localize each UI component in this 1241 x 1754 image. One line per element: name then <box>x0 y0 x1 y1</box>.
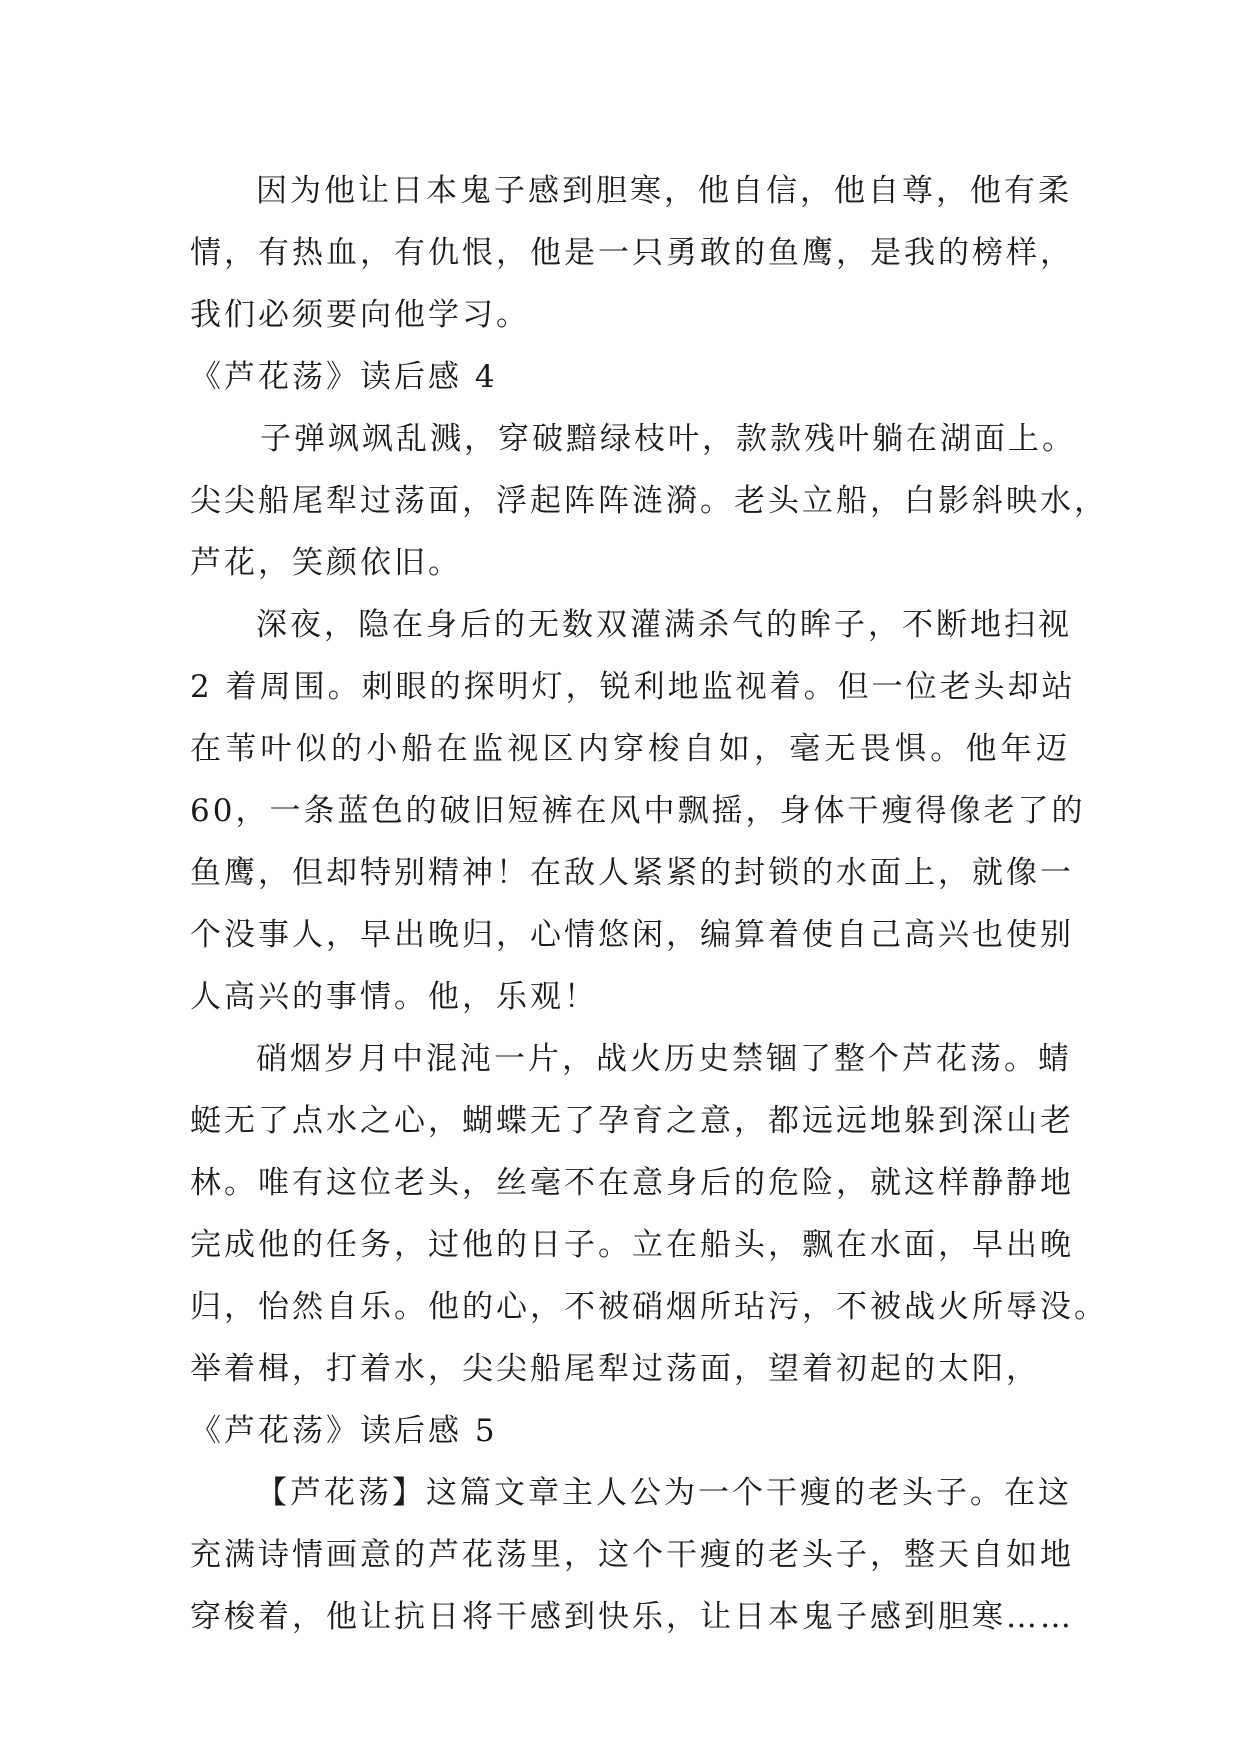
paragraph-line: 2 着周围。刺眼的探明灯，锐利地监视着。但一位老头却站 <box>190 669 1076 705</box>
paragraph-line: 举着楫，打着水，尖尖船尾犁过荡面，望着初起的太阳， <box>190 1351 1040 1387</box>
paragraph-line: 子弹飒飒乱溅，穿破黯绿枝叶，款款残叶躺在湖面上。 <box>260 421 1076 457</box>
paragraph-line: 在苇叶似的小船在监视区内穿梭自如，毫无畏惧。他年迈 <box>190 731 1070 767</box>
paragraph-line: 【芦花荡】这篇文章主人公为一个干瘦的老头子。在这 <box>256 1475 1072 1511</box>
paragraph-line: 我们必须要向他学习。 <box>190 297 530 333</box>
paragraph-line: 蜓无了点水之心，蝴蝶无了孕育之意，都远远地躲到深山老 <box>190 1103 1074 1139</box>
paragraph-line: 因为他让日本鬼子感到胆寒，他自信，他自尊，他有柔 <box>256 173 1072 209</box>
paragraph-line: 穿梭着，他让抗日将干感到快乐，让日本鬼子感到胆寒…… <box>190 1599 1074 1635</box>
paragraph-line: 深夜，隐在身后的无数双灌满杀气的眸子，不断地扫视 <box>256 607 1072 643</box>
paragraph-line: 尖尖船尾犁过荡面，浮起阵阵涟漪。老头立船，白影斜映水， <box>190 483 1108 519</box>
paragraph-line: 归，怡然自乐。他的心，不被硝烟所玷污，不被战火所辱没。 <box>190 1289 1108 1325</box>
document-body <box>190 160 1108 1648</box>
paragraph-line: 芦花，笑颜依旧。 <box>190 545 462 581</box>
paragraph-line: 完成他的任务，过他的日子。立在船头，飘在水面，早出晚 <box>190 1227 1074 1263</box>
paragraph-line: 鱼鹰，但却特别精神！在敌人紧紧的封锁的水面上，就像一 <box>190 855 1074 891</box>
section-heading-4: 《芦花荡》读后感 4 <box>190 359 498 395</box>
paragraph-line: 充满诗情画意的芦花荡里，这个干瘦的老头子，整天自如地 <box>190 1537 1074 1573</box>
paragraph-line: 情，有热血，有仇恨，他是一只勇敢的鱼鹰，是我的榜样， <box>190 235 1074 271</box>
paragraph-line: 硝烟岁月中混沌一片，战火历史禁锢了整个芦花荡。蜻 <box>256 1041 1072 1077</box>
paragraph-line: 60，一条蓝色的破旧短裤在风中飘摇，身体干瘦得像老了的 <box>190 793 1086 829</box>
paragraph-line: 个没事人，早出晚归，心情悠闲，编算着使自己高兴也使别 <box>190 917 1074 953</box>
paragraph-line: 人高兴的事情。他，乐观！ <box>190 979 598 1015</box>
paragraph-line: 林。唯有这位老头，丝毫不在意身后的危险，就这样静静地 <box>190 1165 1074 1201</box>
section-heading-5: 《芦花荡》读后感 5 <box>190 1413 498 1449</box>
